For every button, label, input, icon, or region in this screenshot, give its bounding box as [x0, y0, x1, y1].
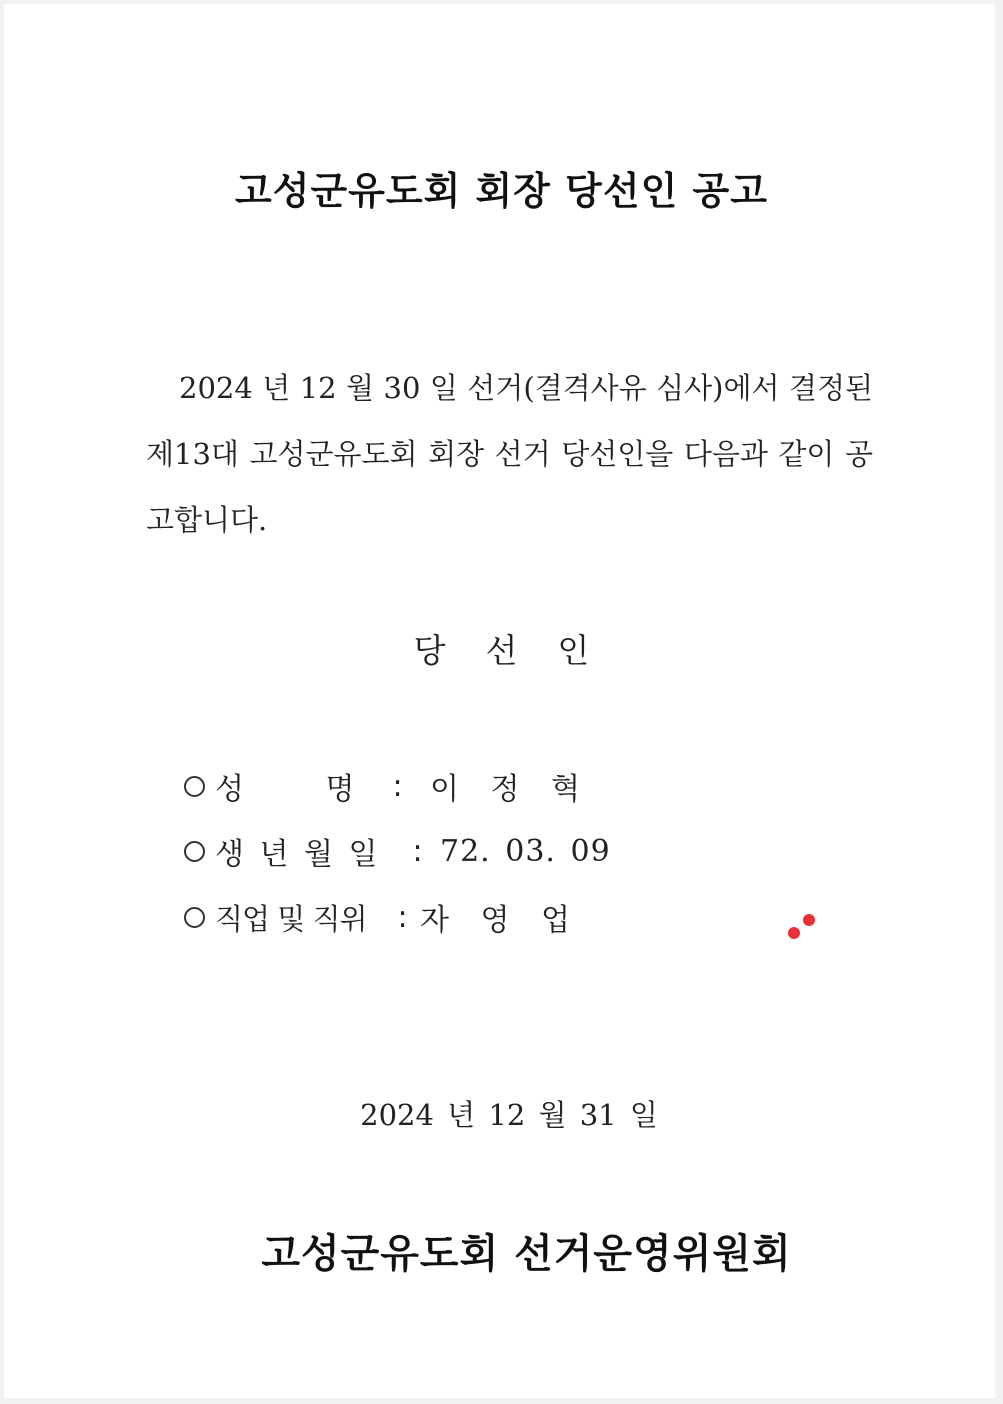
detail-colon: :: [412, 833, 423, 869]
issuer-signature: 고성군유도회 선거운영위원회: [261, 1231, 792, 1277]
detail-row-birthdate: [184, 829, 611, 873]
detail-value: 자 영 업: [420, 903, 571, 938]
circle-bullet-icon: [184, 776, 205, 797]
section-heading: 당선인: [413, 631, 630, 670]
detail-colon: :: [397, 899, 408, 935]
detail-row-name: [184, 764, 580, 808]
detail-row-occupation: [184, 895, 570, 939]
detail-value: 72. 03. 09: [440, 833, 611, 869]
detail-label: 직업 및 직위: [215, 901, 367, 936]
circle-bullet-icon: [184, 841, 205, 862]
circle-bullet-icon: [184, 907, 205, 928]
announcement-body: 2024 년 12 월 30 일 선거(결격사유 심사)에서 결정된 제13대 고성군유도회 회장 선거 당선인을 다음과 같이 공고합니다.: [146, 371, 873, 537]
detail-colon: :: [392, 768, 403, 804]
red-dots-mark: [785, 910, 825, 950]
announcement-date: 2024 년 12 월 31 일: [360, 1098, 658, 1132]
detail-label: 성 명: [215, 772, 355, 807]
detail-value: 이 정 혁: [430, 772, 581, 807]
detail-label: 생 년 월 일: [215, 837, 378, 872]
page-title: 고성군유도회 회장 당선인 공고: [235, 169, 768, 213]
